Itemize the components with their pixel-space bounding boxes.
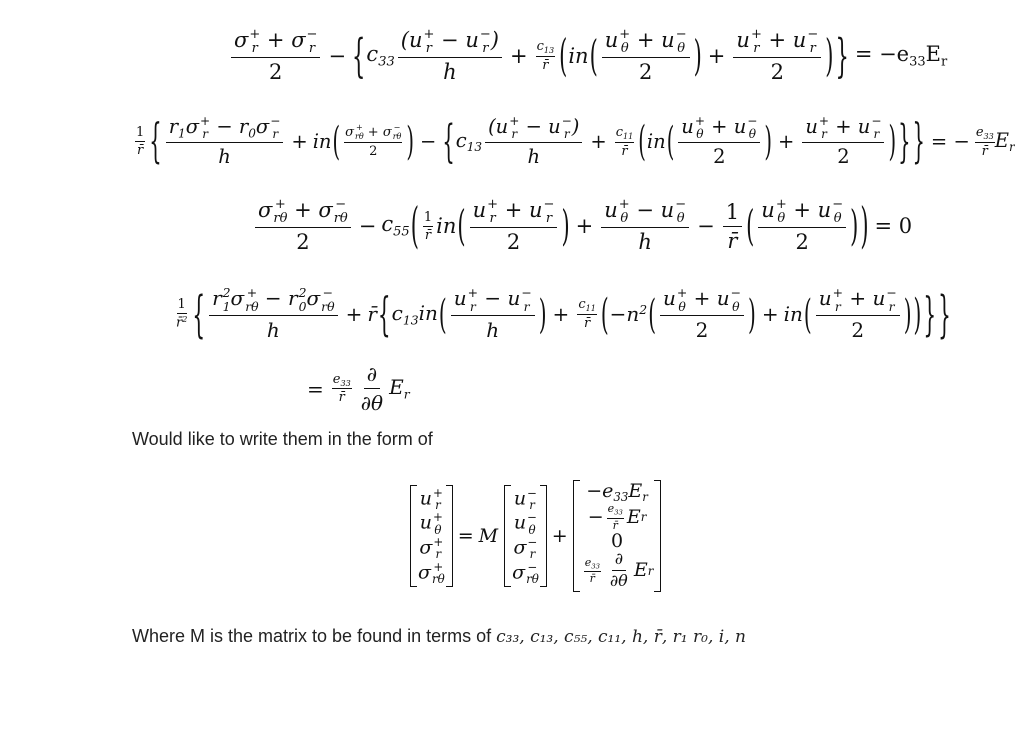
eq1-rhs: = $-e_{33}E_r$ — [854, 42, 948, 70]
equation-2: $\frac{1}{r̄}$ { $r_1\sigma$ + r − $r_0\sigma$ − r h + in ( σ + rθ + σ − rθ 2 ) − { $c_{13}$ (u + r − u − r ) h + $\frac{c_{11}}{r̄}$ ( in ( u + θ + u − θ 2 ) + u + r + u − r 2 ) } } = − $\frac{e_{33}}{r̄}$ $E_r$ — [136, 114, 1015, 170]
where-params: c₃₃, c₁₃, c₅₅, c₁₁, h, r̄, r₁ r₀, i, n — [496, 627, 746, 647]
source-vector: $-e_{33}E_r$ − $\frac{e_{33}}{r̄}$ E r 0 $\frac{e_{33}}{r̄}$ $\frac{\partial}{\partial\theta}$ E r — [573, 480, 662, 592]
operator-m: M — [478, 525, 499, 548]
equation-1: σ + r + σ − r 2 − { $c_{33}$ (u + r − u − r ) h + $\frac{c_{13}}{r̄}$ ( in ( u + θ + u − θ 2 ) + u + r + u − r 2 ) } = $-e_{33}E_r$ — [228, 28, 952, 84]
equation-4: $\frac{1}{r̄^2}$ { r 2 1 σ + rθ − r 2 0 σ − rθ h + r̄ { $c_{13}in$ ( u + r − u − r h ) + $\frac{c_{11}}{r̄}$ ( $-n^2$ ( u + θ + u − θ 2 ) + in ( u + r + u − r 2 ) ) } } — [176, 283, 951, 344]
rhs-vector: u − r u − θ σ − r σ − rθ — [504, 485, 547, 588]
where-text — [132, 626, 746, 647]
equation-3: σ + rθ + σ − rθ 2 − $c_{55}$ ( $\frac{1}{r̄}$ in ( u + r + u − r 2 ) + u + θ − u − θ h − $\frac{1}{r̄}$ ( u + θ + u − θ 2 ) ) = 0 — [252, 198, 917, 254]
where-prefix: Where M is the matrix to be found in terms of — [132, 626, 497, 646]
matrix-equation: u + r u + θ σ + r σ + rθ = M u − r u − θ σ − r σ − rθ + $-e_{33}E_r$ − $\frac{e_{33}}{r̄}$ E r 0 $\frac{e_{33}}{r̄}$ $\frac{\partial}{\partial\theta}$ E r — [410, 480, 661, 592]
lhs-vector: u + r u + θ σ + r σ + rθ — [410, 485, 453, 588]
equation-4-rhs: = $\frac{e_{33}}{r̄}$ $\frac{\partial}{\partial\theta}$ $E_r$ — [307, 362, 410, 415]
intro-text: Would like to write them in the form of — [132, 429, 433, 449]
